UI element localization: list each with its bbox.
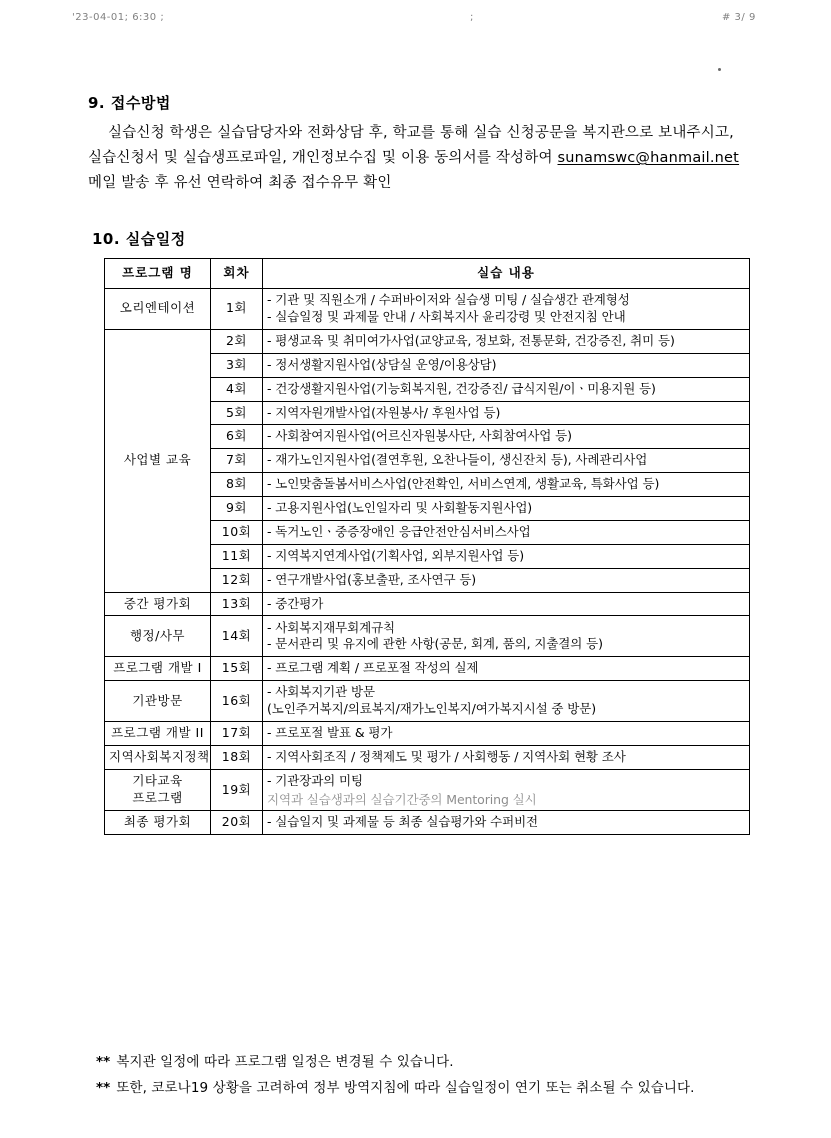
cell-session-content xyxy=(263,616,750,657)
program-name-line: 기타교육 xyxy=(132,773,183,789)
table-row xyxy=(105,288,750,329)
table-row xyxy=(105,770,750,811)
cell-session-content xyxy=(263,288,750,329)
program-name-line: 프로그램 개발 I xyxy=(113,660,202,676)
program-name-line: 사업별 교육 xyxy=(123,452,192,468)
content-line: - 정서생활지원사업(상담실 운영/이용상담) xyxy=(267,356,497,372)
cell-session-number: 3회 xyxy=(211,353,263,377)
footnotes xyxy=(96,1050,796,1101)
cell-session-content xyxy=(263,770,750,811)
cell-session-content xyxy=(263,449,750,473)
cell-session-number: 8회 xyxy=(211,473,263,497)
cell-program-name xyxy=(105,811,211,835)
table-row xyxy=(105,592,750,616)
program-name-line: 프로그램 개발 II xyxy=(111,725,204,741)
cell-session-number: 11회 xyxy=(211,544,263,568)
cell-program-name xyxy=(105,592,211,616)
cell-session-number: 2회 xyxy=(211,329,263,353)
cell-session-content xyxy=(263,353,750,377)
cell-session-number: 20회 xyxy=(211,811,263,835)
cell-session-number: 19회 xyxy=(211,770,263,811)
cell-session-number: 4회 xyxy=(211,377,263,401)
content-line: - 재가노인지원사업(결연후원, 오찬나들이, 생신잔치 등), 사례관리사업 xyxy=(267,452,648,468)
content-line: - 기관장과의 미팅 xyxy=(267,773,363,789)
cell-session-content xyxy=(263,329,750,353)
footnote xyxy=(96,1050,796,1076)
content-line: - 프로그램 계획 / 프로포절 작성의 실제 xyxy=(267,660,479,676)
program-name-line: 행정/사무 xyxy=(129,627,185,643)
cell-session-number: 1회 xyxy=(211,288,263,329)
footnote xyxy=(96,1076,796,1102)
column-header-content: 실습 내용 xyxy=(263,259,750,289)
cell-program-name xyxy=(105,329,211,592)
content-line: - 고용지원사업(노인일자리 및 사회활동지원사업) xyxy=(267,500,533,515)
cell-session-content xyxy=(263,473,750,497)
fax-header-left: '23-04-01; 6:30 ; xyxy=(72,12,165,23)
table-row xyxy=(105,329,750,353)
cell-program-name xyxy=(105,288,211,329)
cell-session-number: 15회 xyxy=(211,657,263,681)
cell-session-number: 10회 xyxy=(211,520,263,544)
content-line: (노인주거복지/의료복지/재가노인복지/여가복지시설 중 방문) xyxy=(267,701,597,717)
cell-session-number: 5회 xyxy=(211,401,263,425)
contact-email: sunamswc@hanmail.net xyxy=(557,149,740,166)
cell-session-content xyxy=(263,681,750,722)
cell-program-name xyxy=(105,657,211,681)
cell-program-name xyxy=(105,746,211,770)
program-name-line: 지역사회복지정책 xyxy=(109,749,210,765)
cell-session-number: 14회 xyxy=(211,616,263,657)
section-9-body xyxy=(88,121,748,196)
cell-session-content xyxy=(263,401,750,425)
content-line: - 평생교육 및 취미여가사업(교양교육, 정보화, 전통문화, 건강증진, 취미 등) xyxy=(267,332,675,348)
practicum-schedule-table xyxy=(104,258,750,835)
cell-program-name xyxy=(105,722,211,746)
footnote-text: 복지관 일정에 따라 프로그램 일정은 변경될 수 있습니다. xyxy=(116,1054,454,1070)
table-row xyxy=(105,811,750,835)
cell-session-content xyxy=(263,592,750,616)
content-line: - 실습일정 및 과제물 안내 / 사회복지사 윤리강령 및 안전지침 안내 xyxy=(267,308,626,324)
cell-session-content xyxy=(263,544,750,568)
content-line: - 건강생활지원사업(기능회복지원, 건강증진/ 급식지원/이ㆍ미용지원 등) xyxy=(267,380,656,396)
table-body xyxy=(105,288,750,834)
content-line: - 지역복지연계사업(기획사업, 외부지원사업 등) xyxy=(267,547,524,563)
table-head xyxy=(105,259,750,289)
content-line: - 독거노인ㆍ중증장애인 응급안전안심서비스사업 xyxy=(267,523,531,539)
cell-session-content xyxy=(263,520,750,544)
cell-session-number: 7회 xyxy=(211,449,263,473)
content-line: - 노인맞춤돌봄서비스사업(안전확인, 서비스연계, 생활교육, 특화사업 등) xyxy=(267,476,660,492)
content-line: - 사회참여지원사업(어르신자원봉사단, 사회참여사업 등) xyxy=(267,428,572,444)
cell-session-content xyxy=(263,722,750,746)
footnote-text: 또한, 코로나19 상황을 고려하여 정부 방역지침에 따라 실습일정이 연기 또는 취소될 수 있습니다. xyxy=(116,1079,695,1096)
program-name-line: 기관방문 xyxy=(132,692,183,708)
program-name-line: 중간 평가회 xyxy=(123,595,192,611)
table-row xyxy=(105,616,750,657)
program-name-line: 최종 평가회 xyxy=(123,814,192,829)
cell-program-name xyxy=(105,681,211,722)
cell-session-number: 9회 xyxy=(211,497,263,521)
cell-session-number: 18회 xyxy=(211,746,263,770)
cell-session-number: 13회 xyxy=(211,592,263,616)
content-line: - 프로포절 발표 & 평가 xyxy=(267,725,393,741)
section-9-text-part2: 메일 발송 후 유선 연락하여 최종 접수유무 확인 xyxy=(88,174,392,191)
content-line: - 지역사회조직 / 정책제도 및 평가 / 사회행동 / 지역사회 현황 조사 xyxy=(267,749,626,765)
content-line: - 사회복지기관 방문 xyxy=(267,684,375,700)
content-line-faded: 지역과 실습생과의 실습기간중의 Mentoring 실시 xyxy=(267,792,537,807)
schedule-table-wrapper xyxy=(104,258,750,835)
table-row xyxy=(105,657,750,681)
fax-header xyxy=(0,12,831,28)
cell-session-content xyxy=(263,497,750,521)
program-name-line: 오리엔테이션 xyxy=(119,300,196,316)
content-line: - 사회복지재무회계규칙 xyxy=(267,619,396,635)
section-9-heading: 9. 접수방법 xyxy=(88,94,171,112)
column-header-program: 프로그램 명 xyxy=(105,259,211,289)
content-line: - 문서관리 및 유지에 관한 사항(공문, 회계, 품의, 지출결의 등) xyxy=(267,636,603,652)
column-header-session: 회차 xyxy=(211,259,263,289)
cell-session-number: 16회 xyxy=(211,681,263,722)
content-line: - 연구개발사업(홍보출판, 조사연구 등) xyxy=(267,571,477,587)
section-9-application-method xyxy=(88,92,748,196)
program-name-line: 프로그램 xyxy=(132,790,183,805)
cell-session-content xyxy=(263,425,750,449)
cell-session-content xyxy=(263,811,750,835)
fax-header-page: # 3/ 9 xyxy=(722,12,756,23)
fax-header-middle: ; xyxy=(470,12,474,23)
scan-artifact-dot xyxy=(718,68,721,71)
content-line: - 중간평가 xyxy=(267,595,324,611)
cell-session-number: 17회 xyxy=(211,722,263,746)
footnote-marker: ** xyxy=(96,1079,111,1096)
table-header-row xyxy=(105,259,750,289)
cell-session-content xyxy=(263,657,750,681)
cell-session-content xyxy=(263,377,750,401)
content-line: - 기관 및 직원소개 / 수퍼바이저와 실습생 미팅 / 실습생간 관계형성 xyxy=(267,292,630,307)
table-row xyxy=(105,746,750,770)
cell-program-name xyxy=(105,770,211,811)
cell-session-number: 6회 xyxy=(211,425,263,449)
table-row xyxy=(105,722,750,746)
section-9-text-part1: 실습신청 학생은 실습담당자와 전화상담 후, 학교를 통해 실습 신청공문을 복지관으로 보내주시고, 실습신청서 및 실습생프로파일, 개인정보수집 및 이용 동의서를 작성하여 xyxy=(88,125,734,166)
cell-session-number: 12회 xyxy=(211,568,263,592)
footnote-marker: ** xyxy=(96,1054,111,1070)
content-line: - 지역자원개발사업(자원봉사/ 후원사업 등) xyxy=(267,404,501,420)
cell-program-name xyxy=(105,616,211,657)
cell-session-content xyxy=(263,746,750,770)
table-row xyxy=(105,681,750,722)
content-line: - 실습일지 및 과제물 등 최종 실습평가와 수퍼비전 xyxy=(267,814,539,829)
cell-session-content xyxy=(263,568,750,592)
section-10-heading: 10. 실습일정 xyxy=(92,230,186,248)
